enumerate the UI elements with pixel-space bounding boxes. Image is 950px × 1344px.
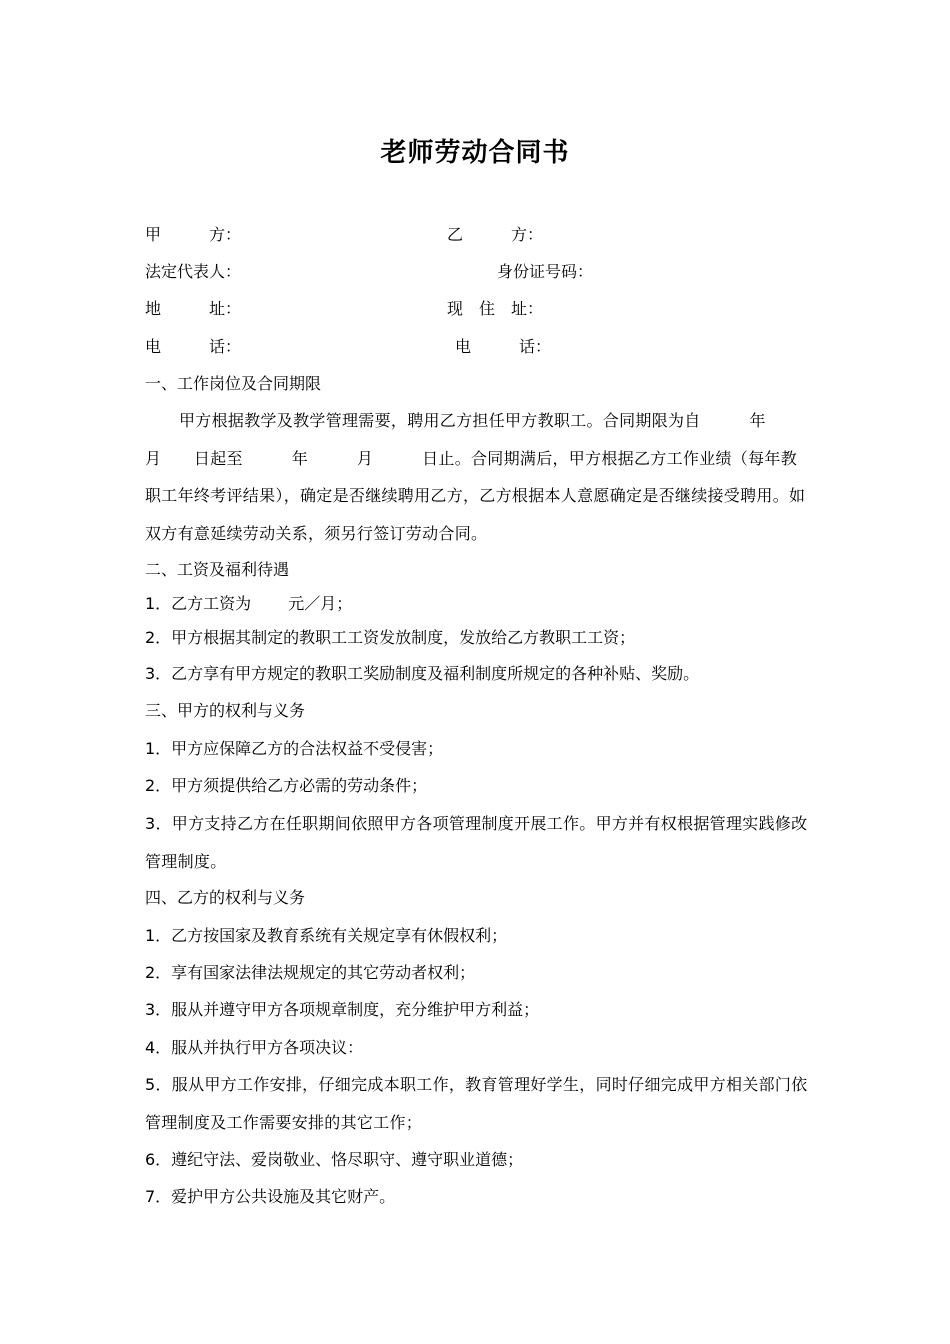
section-3-heading: 三、甲方的权利与义务 bbox=[145, 701, 306, 720]
section-1-heading: 一、工作岗位及合同期限 bbox=[145, 374, 322, 393]
party-b-label: 乙 方： bbox=[447, 225, 544, 244]
section-4-heading: 四、乙方的权利与义务 bbox=[145, 888, 306, 907]
phone-a-label: 电 话： bbox=[145, 337, 242, 356]
section-2-item-2: 2．甲方根据其制定的教职工工资发放制度，发放给乙方教职工工资； bbox=[145, 628, 636, 647]
id-number-label: 身份证号码： bbox=[497, 262, 594, 281]
document-title: 老师劳动合同书 bbox=[380, 138, 570, 168]
section-4-item-3: 3．服从并遵守甲方各项规章制度，充分维护甲方利益； bbox=[145, 1000, 540, 1019]
address-label: 地 址： bbox=[145, 299, 242, 318]
phone-b-label: 电 话： bbox=[455, 337, 552, 356]
section-4-item-5: 5．服从甲方工作安排，仔细完成本职工作，教育管理好学生，同时仔细完成甲方相关部门依管理制度及工作需要安排的其它工作； bbox=[145, 1075, 808, 1132]
section-2-item-1: 1．乙方工资为 元／月； bbox=[145, 594, 353, 613]
section-4-item-1: 1．乙方按国家及教育系统有关规定享有休假权利； bbox=[145, 926, 508, 945]
section-1-body: 甲方根据教学及教学管理需要，聘用乙方担任甲方教职工。合同期限为自 年 月 日起至 年 月 日止。合同期满后，甲方根据乙方工作业绩（每年教职工年终考评结果），确定是否继续聘用乙方，乙方根据本人意愿确定是否继续接受聘用。如双方有意延续劳动关系，须另行签订劳动合同。 bbox=[145, 411, 806, 543]
section-4-item-6: 6．遵纪守法、爱岗敬业、恪尽职守、遵守职业道德； bbox=[145, 1150, 524, 1169]
section-4-item-2: 2．享有国家法律法规规定的其它劳动者权利； bbox=[145, 963, 476, 982]
residence-label: 现 住 址： bbox=[447, 299, 544, 318]
section-4-item-7: 7．爱护甲方公共设施及其它财产。 bbox=[145, 1187, 396, 1206]
section-2-item-3: 3．乙方享有甲方规定的教职工奖励制度及福利制度所规定的各种补贴、奖励。 bbox=[145, 664, 700, 683]
section-4-item-4: 4．服从并执行甲方各项决议： bbox=[145, 1038, 364, 1057]
section-3-item-3: 3．甲方支持乙方在任职期间依照甲方各项管理制度开展工作。甲方并有权根据管理实践修改管理制度。 bbox=[145, 814, 808, 871]
section-2-heading: 二、工资及福利待遇 bbox=[145, 560, 290, 579]
section-3-item-1: 1．甲方应保障乙方的合法权益不受侵害； bbox=[145, 739, 444, 758]
party-a-label: 甲 方： bbox=[145, 225, 242, 244]
legal-rep-label: 法定代表人： bbox=[145, 262, 242, 281]
section-3-item-2: 2．甲方须提供给乙方必需的劳动条件； bbox=[145, 776, 428, 795]
